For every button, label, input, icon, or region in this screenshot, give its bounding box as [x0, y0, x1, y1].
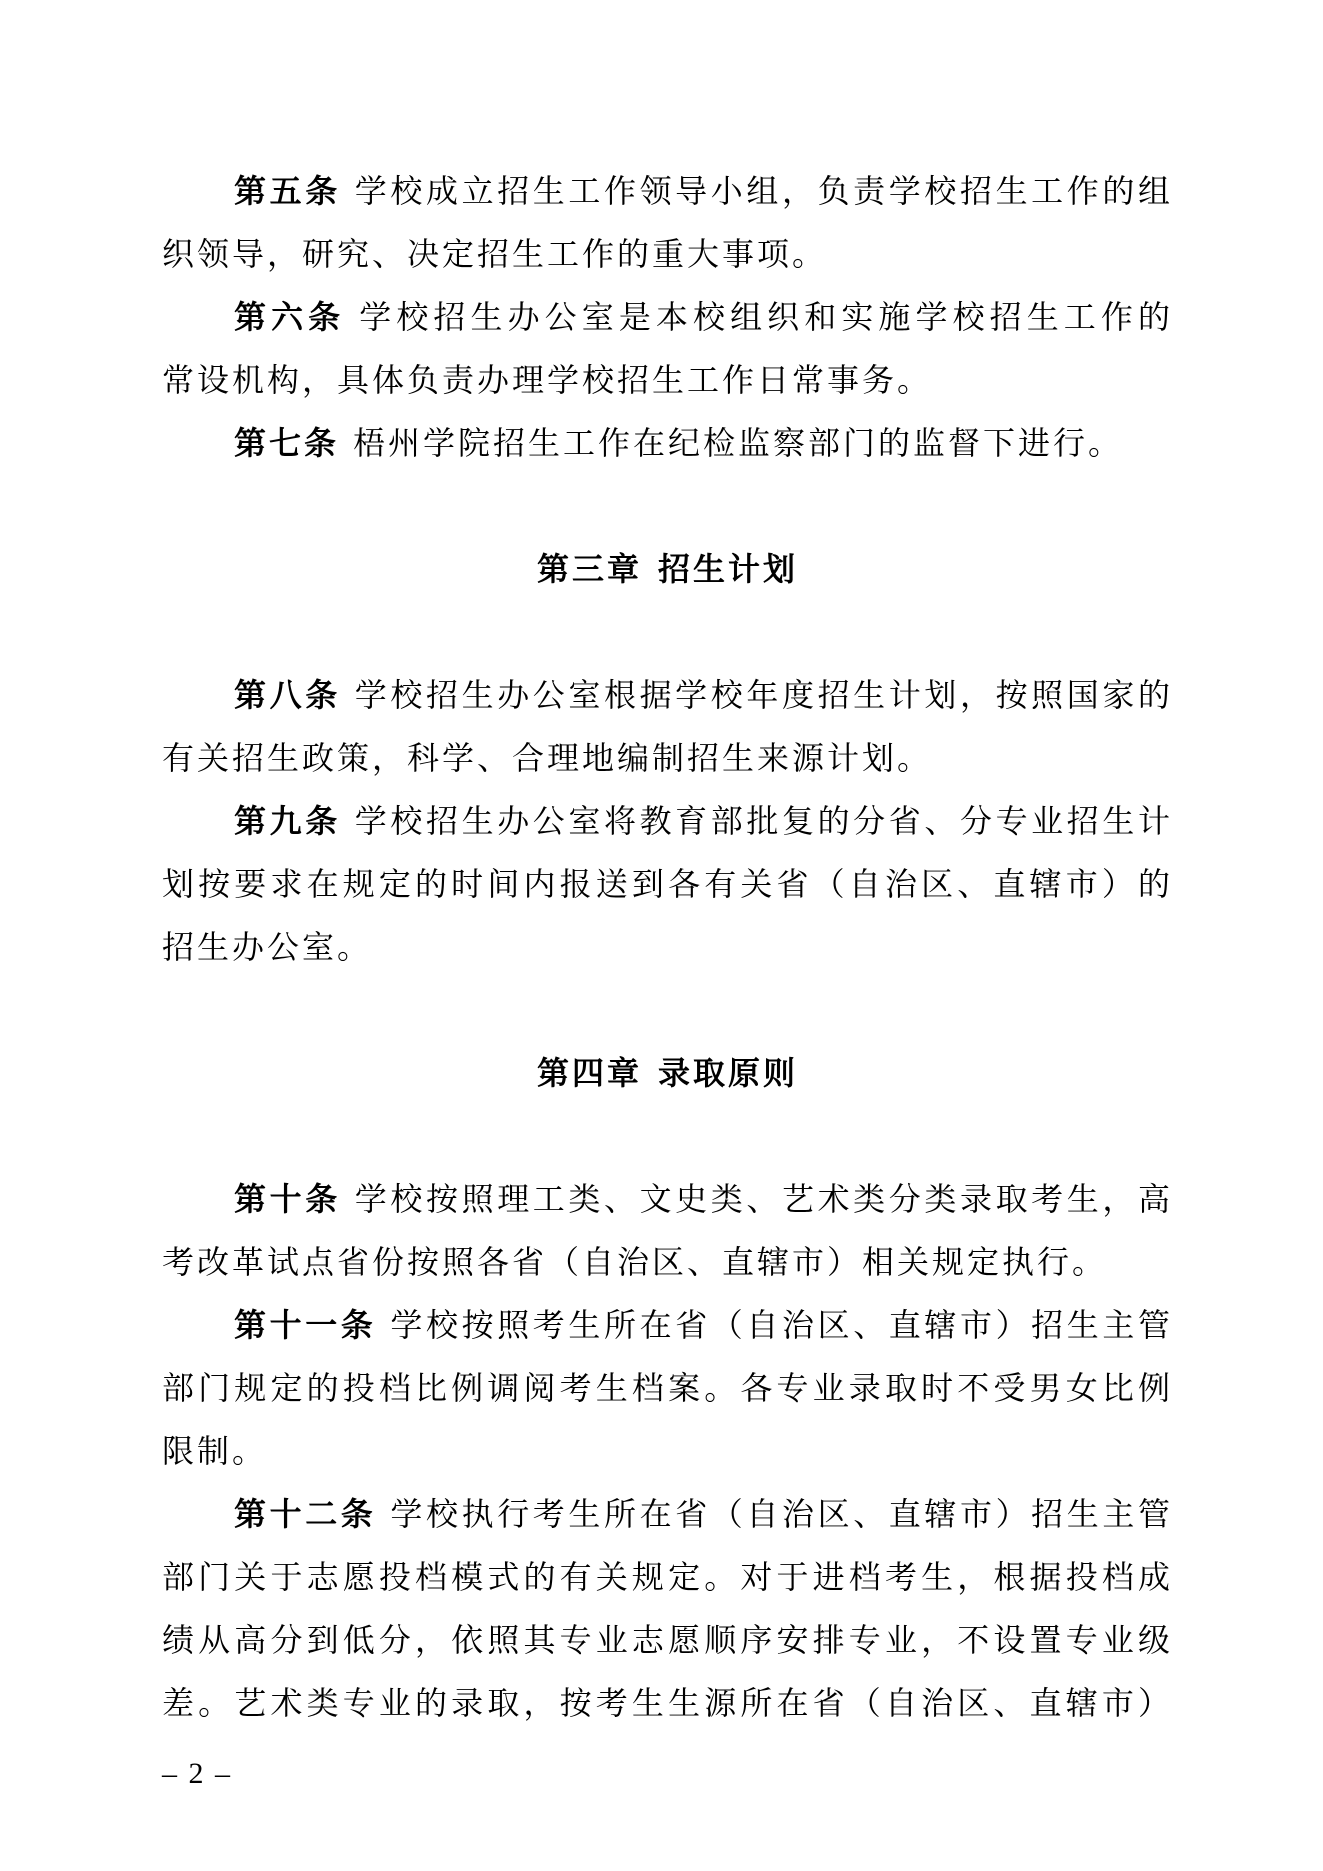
article-line: 招生办公室。	[162, 929, 373, 965]
article-line	[162, 160, 1173, 223]
article-10	[162, 1168, 1173, 1294]
article-label: 第六条	[234, 299, 346, 335]
article-line: 差。艺术类专业的录取，按考生生源所在省（自治区、直辖市）	[162, 1685, 1173, 1721]
article-label: 第十一条	[234, 1307, 377, 1343]
article-line: 考改革试点省份按照各省（自治区、直辖市）相关规定执行。	[162, 1244, 1108, 1280]
chapter-number: 第三章	[536, 551, 642, 587]
article-line	[162, 1483, 1173, 1546]
article-line: 绩从高分到低分，依照其专业志愿顺序安排专业，不设置专业级	[162, 1622, 1173, 1658]
page-number: – 2 –	[162, 1757, 232, 1790]
article-label: 第八条	[234, 677, 341, 713]
article-line	[162, 286, 1173, 349]
article-line	[162, 790, 1173, 853]
article-7	[162, 412, 1173, 475]
article-8	[162, 664, 1173, 790]
blank-line	[162, 601, 1173, 664]
article-5	[162, 160, 1173, 286]
article-text: 学校成立招生工作领导小组，负责学校招生工作的组	[354, 173, 1173, 209]
article-text: 学校招生办公室将教育部批复的分省、分专业招生计	[354, 803, 1173, 839]
article-6	[162, 286, 1173, 412]
chapter-heading-4	[162, 1042, 1173, 1105]
article-text: 学校招生办公室是本校组织和实施学校招生工作的	[359, 299, 1173, 335]
document-body	[162, 160, 1173, 1735]
article-line: 部门规定的投档比例调阅考生档案。各专业录取时不受男女比例	[162, 1370, 1173, 1406]
blank-line	[162, 979, 1173, 1042]
article-text: 学校按照理工类、文史类、艺术类分类录取考生，高	[354, 1181, 1173, 1217]
article-line: 部门关于志愿投档模式的有关规定。对于进档考生，根据投档成	[162, 1559, 1173, 1595]
article-label: 第十二条	[234, 1496, 377, 1532]
chapter-number: 第四章	[536, 1055, 642, 1091]
article-line: 有关招生政策，科学、合理地编制招生来源计划。	[162, 740, 933, 776]
chapter-heading-3	[162, 538, 1173, 601]
article-line: 常设机构，具体负责办理学校招生工作日常事务。	[162, 362, 933, 398]
article-line	[162, 1294, 1173, 1357]
article-label: 第五条	[234, 173, 341, 209]
article-line	[162, 664, 1173, 727]
article-label: 第七条	[234, 425, 340, 461]
article-text: 学校招生办公室根据学校年度招生计划，按照国家的	[354, 677, 1173, 713]
blank-line	[162, 475, 1173, 538]
article-text: 学校按照考生所在省（自治区、直辖市）招生主管	[390, 1307, 1173, 1343]
article-line: 织领导，研究、决定招生工作的重大事项。	[162, 236, 828, 272]
article-label: 第九条	[234, 803, 341, 839]
article-text: 学校执行考生所在省（自治区、直辖市）招生主管	[390, 1496, 1173, 1532]
chapter-title: 录取原则	[658, 1055, 799, 1091]
article-line: 限制。	[162, 1433, 268, 1469]
article-text: 梧州学院招生工作在纪检监察部门的监督下进行。	[353, 425, 1124, 461]
article-11	[162, 1294, 1173, 1483]
chapter-title: 招生计划	[658, 551, 799, 587]
article-label: 第十条	[234, 1181, 341, 1217]
article-line: 划按要求在规定的时间内报送到各有关省（自治区、直辖市）的	[162, 866, 1173, 902]
article-12	[162, 1483, 1173, 1735]
article-line	[162, 412, 1173, 475]
article-9	[162, 790, 1173, 979]
article-line	[162, 1168, 1173, 1231]
blank-line	[162, 1105, 1173, 1168]
